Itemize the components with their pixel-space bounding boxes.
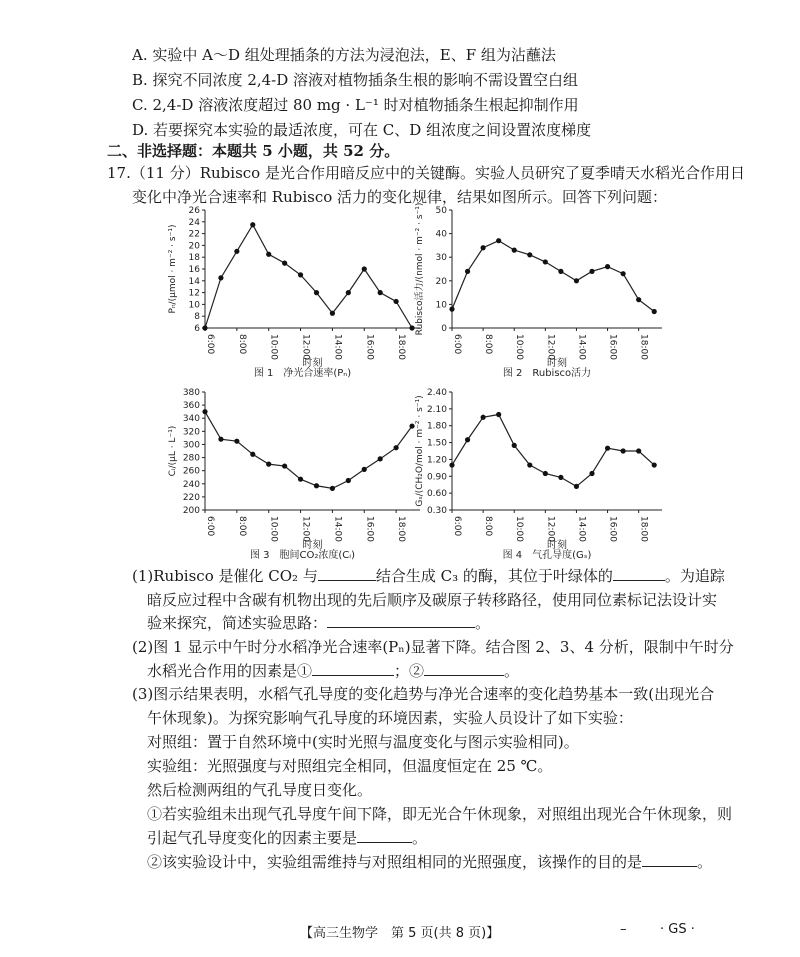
y-tick-label: 8 — [194, 312, 200, 323]
part-2-text-b: ；② — [394, 662, 425, 680]
data-point — [250, 222, 255, 227]
x-tick-label: 8:00 — [236, 516, 247, 537]
data-point — [202, 325, 207, 330]
data-point — [266, 462, 271, 467]
data-point — [481, 415, 486, 420]
part-2-line-2 — [147, 660, 519, 681]
data-point — [378, 290, 383, 295]
part-1-line-1 — [132, 565, 725, 586]
chart-1-net-photosynthesis — [165, 200, 430, 378]
x-tick-label: 10:00 — [514, 334, 525, 360]
data-point — [652, 309, 657, 314]
data-point — [330, 311, 335, 316]
y-tick-label: 300 — [182, 440, 200, 451]
y-tick-label: 1.80 — [426, 421, 447, 432]
y-tick-label: 26 — [188, 206, 200, 216]
chart-title: 图 2 Rubisco活力 — [502, 368, 592, 378]
x-tick-label: 12:00 — [300, 334, 311, 360]
data-point — [605, 264, 610, 269]
option-b: B. 探究不同浓度 2,4-D 溶液对植物插条生根的影响不需设置空白组 — [132, 71, 579, 89]
answer-blank-3[interactable] — [327, 613, 475, 628]
answer-blank-2[interactable] — [613, 566, 665, 581]
x-axis-label: 时刻 — [547, 358, 567, 369]
x-tick-label: 18:00 — [396, 334, 407, 360]
data-point — [481, 245, 486, 250]
x-tick-label: 8:00 — [236, 334, 247, 355]
x-tick-label: 16:00 — [607, 334, 618, 360]
x-tick-label: 14:00 — [332, 516, 343, 542]
chart-2-rubisco-activity — [412, 200, 672, 378]
y-tick-label: 50 — [435, 206, 447, 216]
x-tick-label: 6:00 — [205, 334, 215, 355]
y-tick-label: 340 — [182, 414, 200, 425]
y-tick-label: 0.60 — [426, 489, 447, 500]
x-tick-label: 8:00 — [483, 516, 494, 537]
part-3-text-a: 引起气孔导度变化的因素主要是 — [147, 829, 358, 847]
answer-blank-7[interactable] — [642, 852, 697, 867]
answer-blank-4[interactable] — [312, 661, 394, 676]
answer-blank-5[interactable] — [424, 661, 504, 676]
data-point — [218, 275, 223, 280]
data-point — [527, 252, 532, 257]
x-tick-label: 14:00 — [576, 334, 587, 360]
part-3-line-4: 实验组：光照强度与对照组完全相同，但温度恒定在 25 ℃。 — [147, 757, 553, 775]
option-c: C. 2,4-D 溶液浓度超过 80 mg · L⁻¹ 时对植物插条生根起抑制作用 — [132, 96, 579, 114]
y-tick-label: 12 — [188, 288, 200, 299]
data-point — [652, 462, 657, 467]
part-3-line-2: 午休现象)。为探究影响气孔导度的环境因素，实验人员设计了如下实验： — [147, 709, 633, 727]
y-tick-label: 200 — [182, 506, 200, 516]
data-point — [218, 437, 223, 442]
data-point — [282, 261, 287, 266]
part-3-line-5: 然后检测两组的气孔导度日变化。 — [147, 781, 373, 799]
data-point — [574, 278, 579, 283]
data-point — [512, 443, 517, 448]
y-tick-label: 1.20 — [426, 455, 447, 466]
x-tick-label: 18:00 — [638, 334, 649, 360]
data-point — [298, 272, 303, 277]
x-tick-label: 16:00 — [607, 516, 618, 542]
x-tick-label: 6:00 — [452, 516, 462, 537]
x-axis-label: 时刻 — [302, 540, 323, 551]
data-point — [330, 486, 335, 491]
footer-gs-mark: · GS · — [660, 922, 695, 937]
x-tick-label: 10:00 — [514, 516, 525, 542]
part-3-line-3: 对照组：置于自然环境中(实时光照与温度变化与图示实验相同)。 — [147, 733, 579, 751]
data-point — [378, 456, 383, 461]
data-point — [496, 412, 501, 417]
data-point — [346, 478, 351, 483]
data-point — [362, 266, 367, 271]
footer-page-info: 【高三生物学 第 5 页(共 8 页)】 — [300, 926, 500, 941]
y-tick-label: 14 — [188, 276, 200, 287]
data-point — [465, 269, 470, 274]
series-line — [205, 225, 412, 328]
y-tick-label: 10 — [188, 300, 200, 311]
data-point — [512, 248, 517, 253]
footer-dash: – — [620, 922, 627, 937]
data-point — [636, 448, 641, 453]
part-1-text-d: 验来探究，简述实验思路： — [147, 614, 328, 632]
x-tick-label: 12:00 — [545, 516, 556, 542]
part-2-line-1: (2)图 1 显示中午时分水稻净光合速率(Pₙ)显著下降。结合图 2、3、4 分析，限制中午时分 — [132, 638, 734, 656]
chart-title: 图 3 胞间CO₂浓度(Cᵢ) — [250, 550, 355, 560]
part-3-text-b: 。 — [412, 829, 428, 847]
part-1-line-3 — [147, 612, 490, 633]
x-tick-label: 12:00 — [300, 516, 311, 542]
y-tick-label: 260 — [182, 466, 200, 477]
data-point — [314, 483, 319, 488]
part-3-line-6: ①若实验组未出现气孔导度午间下降，即无光合午休现象，对照组出现光合午休现象，则 — [147, 805, 733, 823]
data-point — [449, 307, 454, 312]
x-tick-label: 6:00 — [205, 516, 215, 537]
y-tick-label: 0.30 — [426, 506, 447, 516]
data-point — [621, 271, 626, 276]
data-point — [527, 462, 532, 467]
data-point — [282, 463, 287, 468]
answer-blank-1[interactable] — [318, 566, 376, 581]
y-tick-label: 2.10 — [426, 404, 447, 415]
x-axis-label: 时刻 — [547, 540, 567, 551]
x-tick-label: 18:00 — [638, 516, 649, 542]
data-point — [266, 252, 271, 257]
part-3-text-c: ②该实验设计中，实验组需维持与对照组相同的光照强度，该操作的目的是 — [147, 853, 643, 871]
part-1-text-a: (1)Rubisco 是催化 CO₂ 与 — [132, 567, 318, 585]
y-tick-label: 18 — [188, 253, 200, 264]
data-point — [202, 409, 207, 414]
y-tick-label: 1.50 — [426, 438, 447, 449]
y-tick-label: 24 — [188, 217, 200, 228]
y-tick-label: 20 — [435, 276, 447, 287]
y-tick-label: 0 — [441, 324, 447, 334]
chart-title: 图 1 净光合速率(Pₙ) — [253, 368, 352, 378]
data-point — [234, 439, 239, 444]
question-17-stem-line-1: 17.（11 分）Rubisco 是光合作用暗反应中的关键酶。实验人员研究了夏季晴天水稻光合作用日 — [107, 164, 745, 182]
x-tick-label: 16:00 — [364, 334, 375, 360]
part-2-text-a: 水稻光合作用的因素是① — [147, 662, 313, 680]
y-tick-label: 380 — [182, 388, 200, 398]
x-tick-label: 10:00 — [268, 516, 279, 542]
part-3-line-7 — [147, 827, 427, 848]
y-tick-label: 20 — [188, 241, 200, 252]
x-tick-label: 8:00 — [483, 334, 494, 355]
y-tick-label: 220 — [182, 492, 200, 503]
data-point — [449, 462, 454, 467]
data-point — [394, 445, 399, 450]
data-point — [558, 475, 563, 480]
data-point — [234, 249, 239, 254]
chart-title: 图 4 气孔导度(Gₛ) — [502, 550, 592, 560]
y-tick-label: 30 — [435, 253, 447, 264]
data-point — [605, 446, 610, 451]
x-tick-label: 14:00 — [332, 334, 343, 360]
data-point — [558, 269, 563, 274]
y-axis-label: Pₙ/(μmol · m⁻² · s⁻¹) — [168, 224, 178, 314]
answer-blank-6[interactable] — [357, 828, 412, 843]
y-tick-label: 40 — [435, 229, 447, 240]
data-point — [298, 477, 303, 482]
x-tick-label: 14:00 — [576, 516, 587, 542]
x-tick-label: 18:00 — [396, 516, 407, 542]
y-axis-label: Rubisco活力/(nmol · m⁻² · s⁻¹) — [415, 202, 425, 336]
option-a: A. 实验中 A～D 组处理插条的方法为浸泡法，E、F 组为沾蘸法 — [132, 46, 556, 64]
y-tick-label: 10 — [435, 300, 447, 311]
data-point — [496, 238, 501, 243]
data-point — [636, 297, 641, 302]
y-tick-label: 360 — [182, 401, 200, 412]
part-3-line-8 — [147, 851, 712, 872]
x-axis-label: 时刻 — [302, 358, 323, 369]
y-tick-label: 6 — [194, 324, 200, 334]
data-point — [621, 448, 626, 453]
part-1-text-b: 结合生成 C₃ 的酶，其位于叶绿体的 — [375, 567, 613, 585]
part-2-text-c: 。 — [504, 662, 520, 680]
section-title: 二、非选择题：本题共 5 小题，共 52 分。 — [107, 142, 400, 160]
x-tick-label: 6:00 — [452, 334, 462, 355]
data-point — [543, 471, 548, 476]
chart-3-intercellular-co2 — [165, 382, 430, 560]
y-tick-label: 0.90 — [426, 472, 447, 483]
x-tick-label: 10:00 — [268, 334, 279, 360]
data-point — [589, 471, 594, 476]
data-point — [362, 467, 367, 472]
data-point — [543, 259, 548, 264]
question-17-stem-line-2: 变化中净光合速率和 Rubisco 活力的变化规律，结果如图所示。回答下列问题： — [132, 188, 668, 206]
part-1-line-2: 暗反应过程中含碳有机物出现的先后顺序及碳原子转移路径，使用同位素标记法设计实 — [147, 591, 718, 609]
y-tick-label: 320 — [182, 427, 200, 438]
y-tick-label: 280 — [182, 453, 200, 464]
option-d: D. 若要探究本实验的最适浓度，可在 C、D 组浓度之间设置浓度梯度 — [132, 121, 592, 139]
data-point — [465, 437, 470, 442]
y-tick-label: 2.40 — [426, 388, 447, 398]
data-point — [346, 290, 351, 295]
data-point — [250, 452, 255, 457]
y-tick-label: 240 — [182, 479, 200, 490]
y-axis-label: Cᵢ/(μL · L⁻¹) — [168, 425, 178, 477]
y-tick-label: 16 — [188, 265, 200, 275]
part-3-line-1: (3)图示结果表明，水稻气孔导度的变化趋势与净光合速率的变化趋势基本一致(出现光合 — [132, 685, 715, 703]
part-3-text-d: 。 — [697, 853, 713, 871]
part-1-text-c: 。为追踪 — [664, 567, 725, 585]
series-line — [205, 412, 412, 489]
y-tick-label: 22 — [188, 229, 200, 240]
x-tick-label: 12:00 — [545, 334, 556, 360]
data-point — [314, 290, 319, 295]
y-axis-label: Gₛ/(CH₂O/mol · m⁻² · s⁻¹) — [415, 395, 425, 507]
data-point — [589, 269, 594, 274]
data-point — [394, 299, 399, 304]
x-tick-label: 16:00 — [364, 516, 375, 542]
data-point — [574, 484, 579, 489]
chart-4-stomatal-conductance — [412, 382, 672, 560]
part-1-text-e: 。 — [475, 614, 491, 632]
